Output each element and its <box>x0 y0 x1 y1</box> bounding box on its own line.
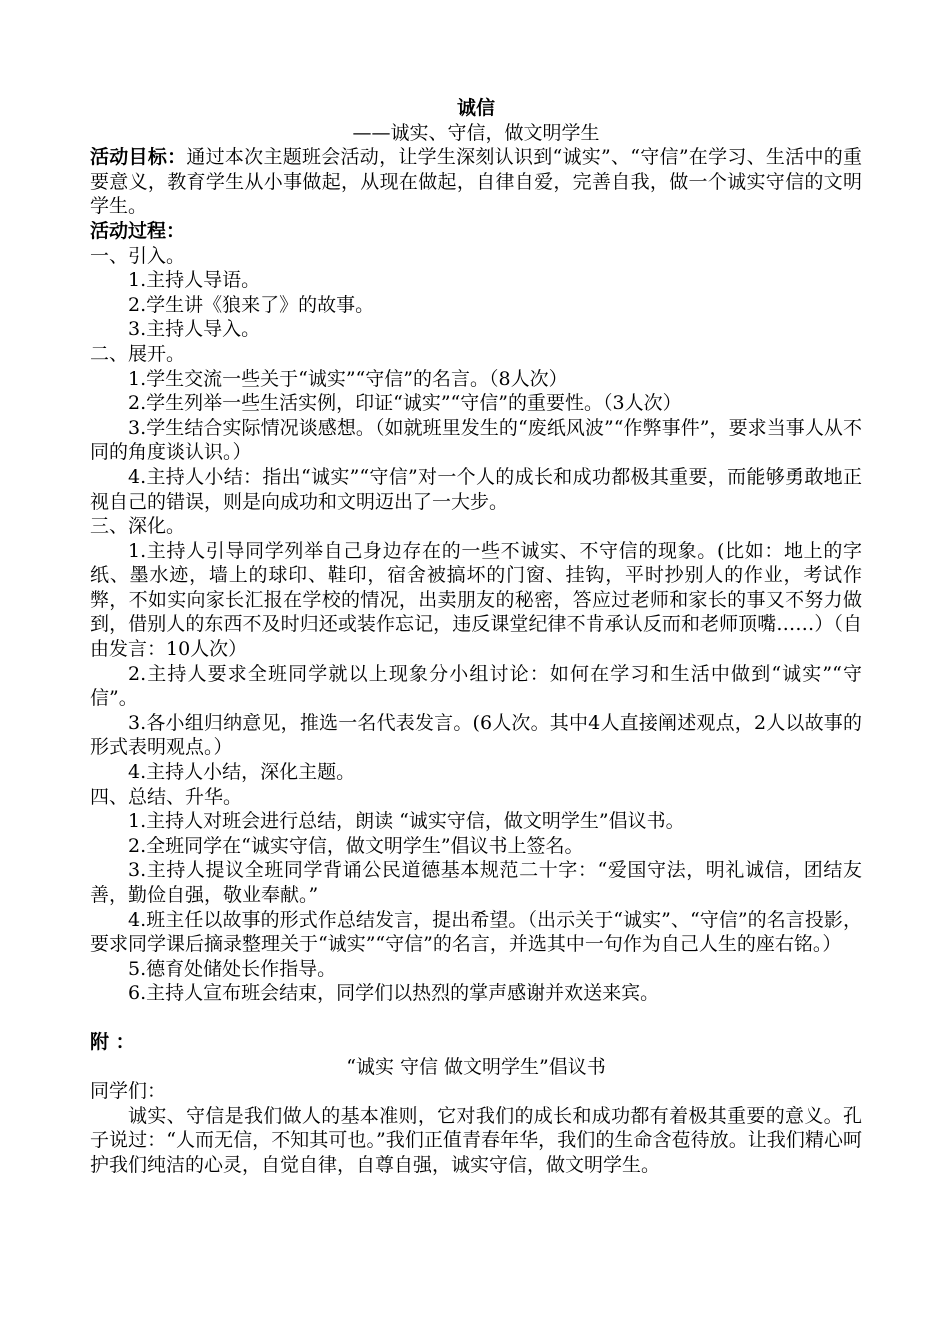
section-item: 1.主持人引导同学列举自己身边存在的一些不诚实、不守信的现象。(比如：地上的字纸、墨水迹，墙上的球印、鞋印，宿舍被搞坏的门窗、挂钩，平时抄别人的作业，考试作弊，不如实向家长汇报在学校的情况，出卖朋友的秘密，答应过老师和家长的事又不努力做到，借别人的东西不及时归还或装作忘记，违反课堂纪律不肯承认反而和老师顶嘴……）（自由发言：10人次） <box>90 539 862 661</box>
process-label: 活动过程： <box>90 219 186 242</box>
proposal-title: “诚实 守信 做文明学生”倡议书 <box>346 1055 606 1078</box>
section-item: 2.学生列举一些生活实例，印证“诚实”“守信”的重要性。（3人次） <box>128 392 682 415</box>
section-item: 2.全班同学在“诚实守信，做文明学生”倡议书上签名。 <box>128 834 584 857</box>
appendix-label: 附 ： <box>90 1030 135 1053</box>
proposal-body: 诚实、守信是我们做人的基本准则，它对我们的成长和成功都有着极其重要的意义。孔子说过：“人而无信，不知其可也。”我们正值青春年华，我们的生命含苞待放。让我们精心呵护我们纯洁的心灵，自觉自律，自尊自强，诚实守信，做文明学生。 <box>90 1104 862 1176</box>
section-item: 4.主持人小结，深化主题。 <box>128 761 356 784</box>
section-item: 1.学生交流一些关于“诚实”“守信”的名言。（8人次） <box>128 367 568 390</box>
proposal-greeting: 同学们： <box>90 1080 167 1103</box>
section-item: 3.主持人提议全班同学背诵公民道德基本规范二十字：“爱国守法，明礼诚信，团结友善，勤俭自强，敬业奉献。” <box>90 859 862 906</box>
section-heading: 三、深化。 <box>90 515 186 538</box>
section-item: 2.学生讲《狼来了》的故事。 <box>128 293 375 316</box>
document-page <box>90 96 862 1178</box>
section-heading: 四、总结、升华。 <box>90 785 243 808</box>
section-item: 3.主持人导入。 <box>128 318 261 341</box>
section-item: 2.主持人要求全班同学就以上现象分小组讨论：如何在学习和生活中做到“诚实”“守信”。 <box>90 662 862 710</box>
section-item: 3.各小组归纳意见，推选一名代表发言。(6人次。其中4人直接阐述观点，2人以故事的形式表明观点。） <box>90 711 862 759</box>
activity-goal <box>90 145 862 219</box>
section-item: 1.主持人对班会进行总结，朗读 “诚实守信，做文明学生”倡议书。 <box>128 810 685 833</box>
page-subtitle: ——诚实、守信，做文明学生 <box>352 121 600 144</box>
page-title: 诚信 <box>456 97 495 119</box>
section-heading: 二、展开。 <box>90 342 186 365</box>
section-item: 6.主持人宣布班会结束，同学们以热烈的掌声感谢并欢送来宾。 <box>128 982 660 1005</box>
section-item: 3.学生结合实际情况谈感想。（如就班里发生的“废纸风波”“作弊事件”，要求当事人从不同的角度谈认识。） <box>90 416 862 464</box>
section-item: 4.班主任以故事的形式作总结发言，提出希望。（出示关于“诚实”、“守信”的名言投影，要求同学课后摘录整理关于“诚实”“守信”的名言，并选其中一句作为自己人生的座右铭。） <box>90 908 862 956</box>
section-item: 5.德育处储处长作指导。 <box>128 957 337 980</box>
section-item: 1.主持人导语。 <box>128 269 261 292</box>
section-item: 4.主持人小结：指出“诚实”“守信”对一个人的成长和成功都极其重要，而能够勇敢地正视自己的错误，则是向成功和文明迈出了一大步。 <box>90 465 862 513</box>
goal-label: 活动目标： <box>90 146 187 169</box>
spacer <box>90 1006 862 1030</box>
section-heading: 一、引入。 <box>90 244 186 267</box>
goal-text: 通过本次主题班会活动，让学生深刻认识到“诚实”、“守信”在学习、生活中的重要意义，教育学生从小事做起，从现在做起，自律自爱，完善自我，做一个诚实守信的文明学生。 <box>90 146 862 218</box>
